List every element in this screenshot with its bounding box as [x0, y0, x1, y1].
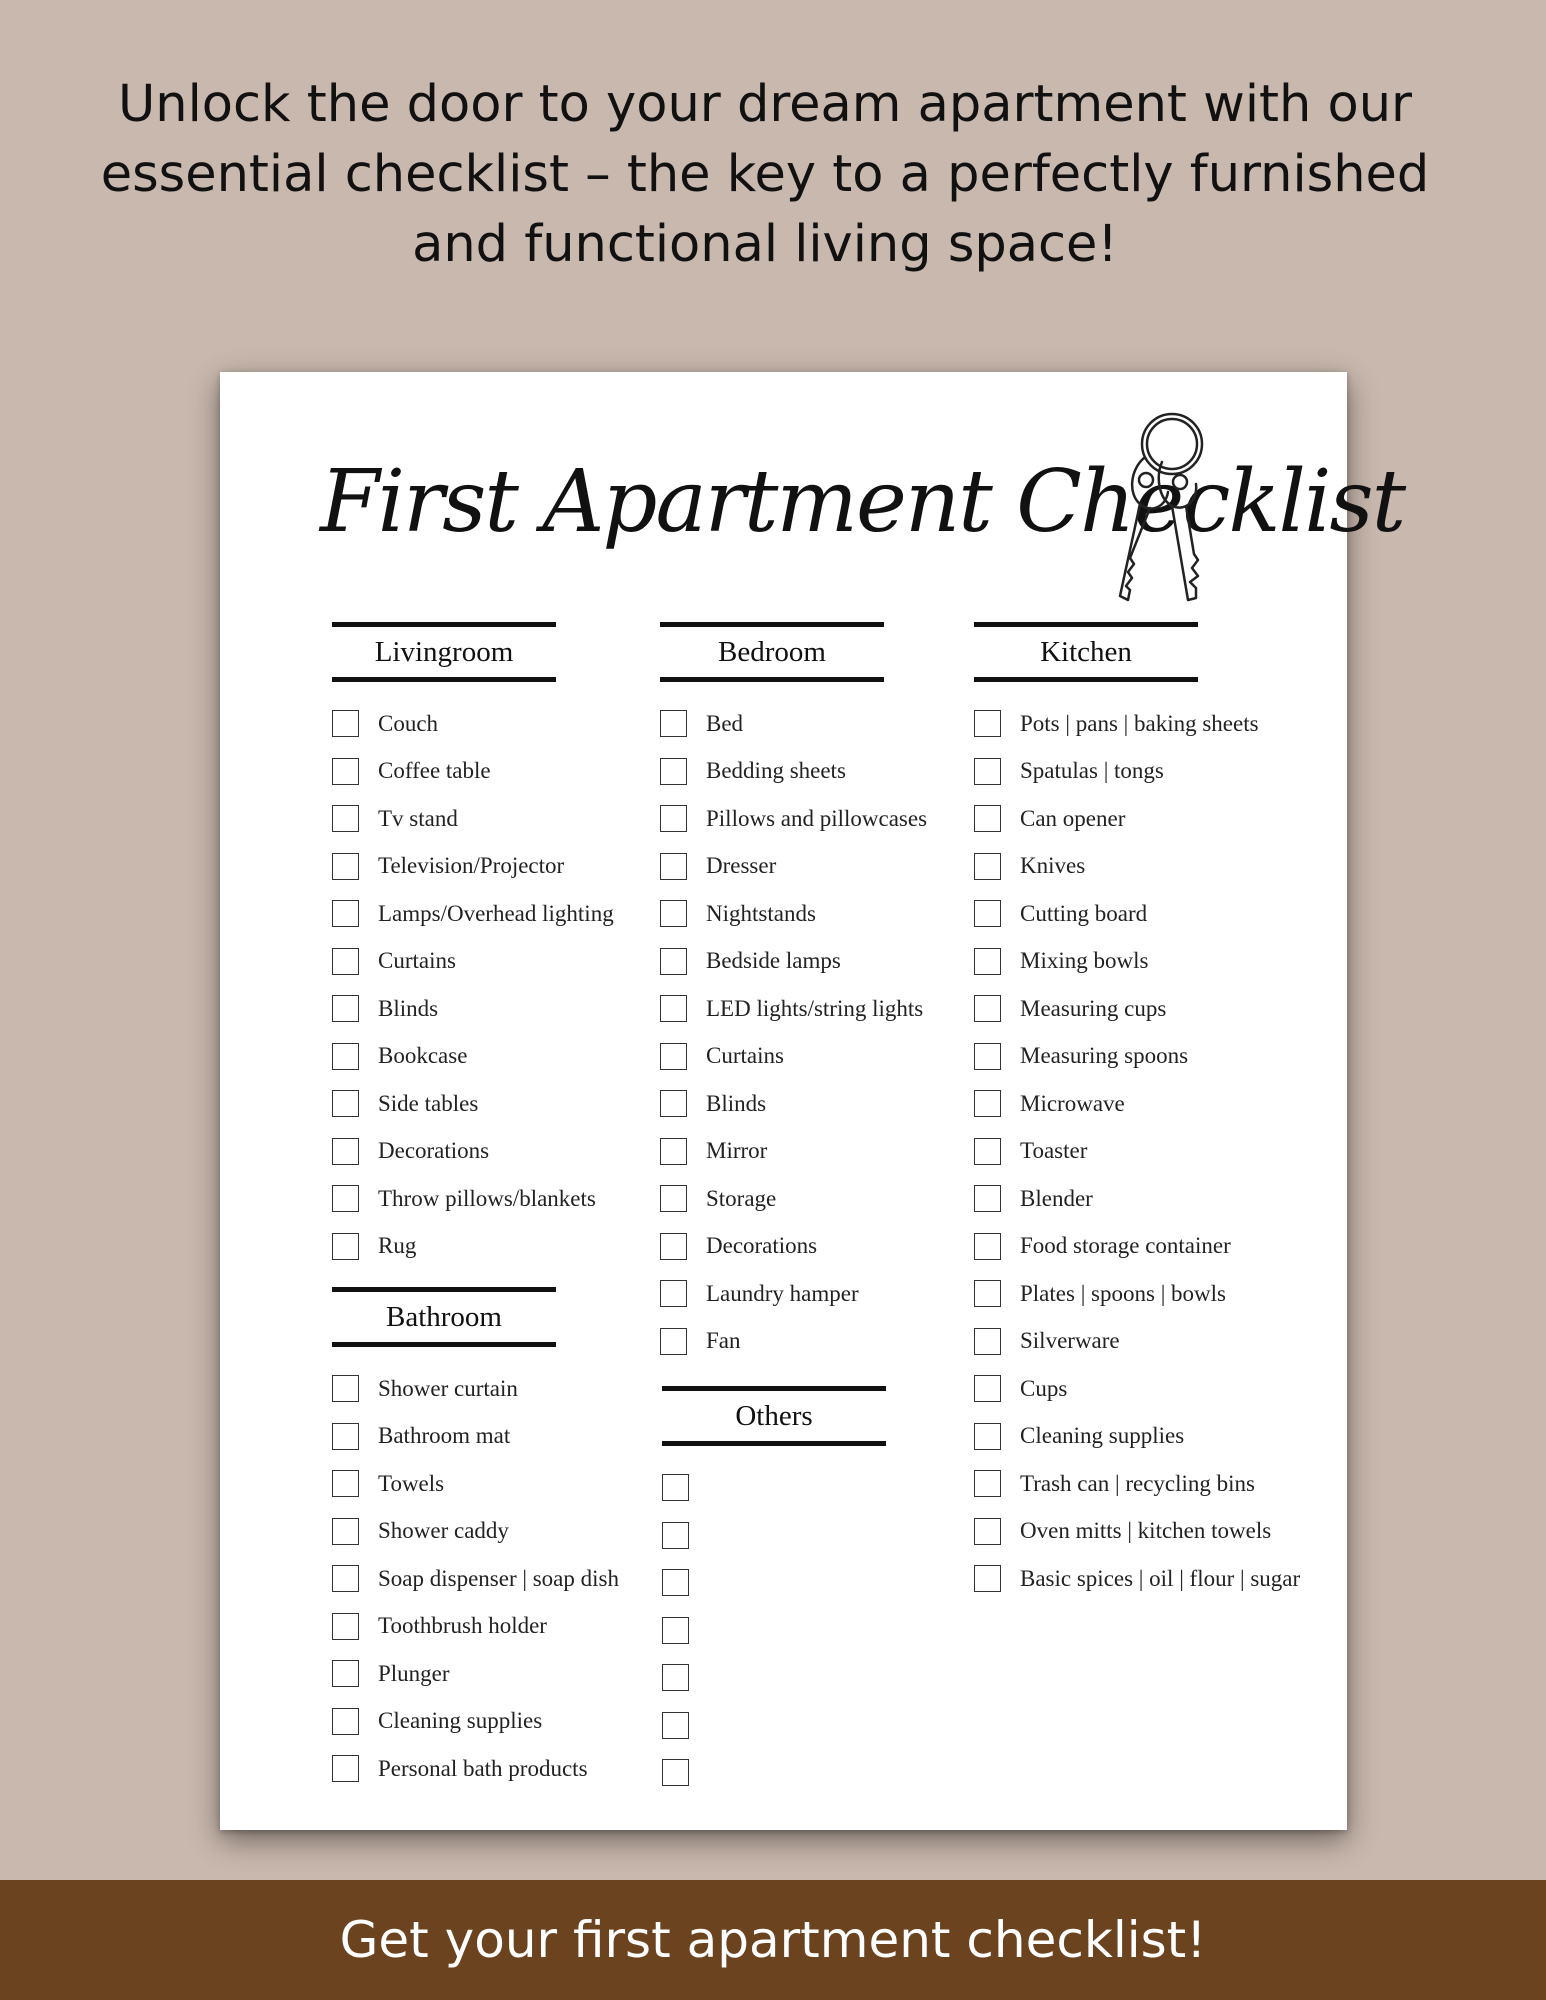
checkbox[interactable]: [660, 1280, 687, 1307]
checklist-item-label: Decorations: [378, 1138, 490, 1164]
checkbox[interactable]: [974, 1280, 1001, 1307]
checklist-item-label: Laundry hamper: [706, 1280, 859, 1306]
checklist-item-label: Television/Projector: [378, 853, 565, 879]
checklist-item: [974, 843, 1300, 891]
checklist-item-label: Coffee table: [378, 758, 491, 784]
checklist-item-label: Curtains: [378, 948, 456, 974]
checklist-item-label: Bookcase: [378, 1043, 468, 1069]
checkbox[interactable]: [332, 1470, 359, 1497]
section-title-bedroom: Bedroom: [660, 622, 884, 682]
checklist-item: [660, 795, 927, 843]
checkbox[interactable]: [662, 1569, 689, 1596]
checkbox[interactable]: [974, 1470, 1001, 1497]
checklist-item: [662, 1702, 886, 1750]
checkbox[interactable]: [332, 1375, 359, 1402]
checklist-item: [332, 1650, 619, 1698]
checklist-item: [332, 1698, 619, 1746]
checklist-item: [660, 748, 927, 796]
checkbox[interactable]: [660, 805, 687, 832]
checklist-item: [332, 1460, 619, 1508]
checklist-item-label: Plunger: [378, 1660, 450, 1686]
checklist-item: [662, 1464, 886, 1512]
checklist-item: [332, 1128, 614, 1176]
checklist-item: [974, 700, 1300, 748]
checklist-item: [974, 1080, 1300, 1128]
checklist-item: [332, 1175, 614, 1223]
checklist-item-label: Knives: [1020, 853, 1086, 879]
checkbox[interactable]: [332, 1660, 359, 1687]
checklist-item-label: Shower curtain: [378, 1375, 518, 1401]
checklist-item-label: Pots | pans | baking sheets: [1020, 710, 1259, 736]
checklist-item-label: Plates | spoons | bowls: [1020, 1280, 1227, 1306]
checklist-item: [660, 700, 927, 748]
headline-line-3: and functional living space!: [412, 215, 1118, 274]
checkbox[interactable]: [332, 948, 359, 975]
checklist-item: [974, 1318, 1300, 1366]
checkbox[interactable]: [660, 1233, 687, 1260]
checkbox[interactable]: [974, 1565, 1001, 1592]
checklist-item: [660, 938, 927, 986]
checklist-item-label: Blinds: [706, 1090, 767, 1116]
checklist-item: [974, 1033, 1300, 1081]
checklist-item-label: Trash can | recycling bins: [1020, 1470, 1255, 1496]
section-kitchen: [974, 622, 1300, 1603]
checkbox[interactable]: [660, 1090, 687, 1117]
bathroom-list: [332, 1365, 619, 1793]
checkbox[interactable]: [332, 805, 359, 832]
checklist-item: [660, 843, 927, 891]
checklist-item: [660, 1033, 927, 1081]
checkbox[interactable]: [974, 1518, 1001, 1545]
keys-icon: [1100, 410, 1215, 610]
checkbox[interactable]: [332, 1185, 359, 1212]
checkbox[interactable]: [662, 1617, 689, 1644]
checklist-item-label: Toaster: [1020, 1138, 1088, 1164]
checkbox[interactable]: [974, 758, 1001, 785]
checkbox[interactable]: [332, 900, 359, 927]
section-title-bathroom: Bathroom: [332, 1287, 556, 1347]
checklist-item-label: Toothbrush holder: [378, 1613, 547, 1639]
checklist-item: [974, 1413, 1300, 1461]
checkbox[interactable]: [660, 758, 687, 785]
checkbox[interactable]: [332, 1565, 359, 1592]
checklist-item-label: Bathroom mat: [378, 1423, 511, 1449]
checklist-item-label: Measuring spoons: [1020, 1043, 1189, 1069]
checklist-page: [220, 372, 1405, 1830]
checkbox[interactable]: [332, 1138, 359, 1165]
checklist-item: [332, 1080, 614, 1128]
checklist-item: [332, 1555, 619, 1603]
checkbox[interactable]: [660, 948, 687, 975]
checkbox[interactable]: [660, 853, 687, 880]
checklist-item: [662, 1749, 886, 1797]
checklist-item: [662, 1512, 886, 1560]
checkbox[interactable]: [660, 900, 687, 927]
checklist-item-label: Tv stand: [378, 805, 458, 831]
checklist-item: [662, 1654, 886, 1702]
checkbox[interactable]: [332, 1518, 359, 1545]
checkbox[interactable]: [332, 995, 359, 1022]
section-others: [662, 1386, 886, 1797]
checklist-item: [332, 1603, 619, 1651]
checkbox[interactable]: [332, 1233, 359, 1260]
checkbox[interactable]: [332, 1423, 359, 1450]
checklist-item-label: Nightstands: [706, 900, 816, 926]
checklist-item-label: Bedside lamps: [706, 948, 841, 974]
checkbox[interactable]: [332, 1708, 359, 1735]
checkbox[interactable]: [332, 758, 359, 785]
checklist-item: [974, 1460, 1300, 1508]
checklist-item-label: Personal bath products: [378, 1755, 588, 1781]
checklist-item-label: Can opener: [1020, 805, 1126, 831]
section-title-kitchen: Kitchen: [974, 622, 1198, 682]
checklist-item-label: Decorations: [706, 1233, 818, 1259]
checkbox[interactable]: [974, 948, 1001, 975]
checkbox[interactable]: [332, 1613, 359, 1640]
headline-line-2: essential checklist – the key to a perfectly furnished: [100, 145, 1430, 204]
checklist-item-label: Blender: [1020, 1185, 1093, 1211]
checkbox[interactable]: [660, 1043, 687, 1070]
checklist-item-label: Soap dispenser | soap dish: [378, 1565, 619, 1591]
section-title-livingroom: Livingroom: [332, 622, 556, 682]
checkbox[interactable]: [662, 1522, 689, 1549]
checklist-item: [974, 985, 1300, 1033]
checklist-item-label: Cups: [1020, 1375, 1068, 1401]
checklist-item-label: Throw pillows/blankets: [378, 1185, 596, 1211]
checklist-item: [660, 1128, 927, 1176]
checklist-item-label: Silverware: [1020, 1328, 1120, 1354]
checklist-item-label: Mixing bowls: [1020, 948, 1149, 974]
checklist-item-label: Side tables: [378, 1090, 479, 1116]
checklist-item: [332, 1365, 619, 1413]
checklist-item-label: Dresser: [706, 853, 777, 879]
checklist-item: [660, 985, 927, 1033]
checkbox[interactable]: [660, 1328, 687, 1355]
checklist-item-label: Spatulas | tongs: [1020, 758, 1164, 784]
checklist-item: [660, 890, 927, 938]
checklist-item: [660, 1270, 927, 1318]
checklist-item: [974, 1365, 1300, 1413]
checklist-title: First Apartment Checklist: [320, 452, 1405, 552]
checkbox[interactable]: [974, 1090, 1001, 1117]
checklist-item: [974, 1175, 1300, 1223]
checkbox[interactable]: [332, 853, 359, 880]
checklist-item-label: Microwave: [1020, 1090, 1125, 1116]
checklist-item: [332, 985, 614, 1033]
checklist-item: [332, 1508, 619, 1556]
checklist-item-label: Fan: [706, 1328, 741, 1354]
checkbox[interactable]: [974, 1233, 1001, 1260]
bedroom-list: [660, 700, 927, 1365]
footer-banner: [0, 1880, 1546, 2000]
checkbox[interactable]: [332, 1755, 359, 1782]
checklist-item-label: Oven mitts | kitchen towels: [1020, 1518, 1272, 1544]
checkbox[interactable]: [974, 710, 1001, 737]
checkbox[interactable]: [662, 1759, 689, 1786]
checklist-item: [974, 1508, 1300, 1556]
checklist-item: [332, 1033, 614, 1081]
checkbox[interactable]: [660, 710, 687, 737]
checklist-item: [332, 843, 614, 891]
checklist-item: [332, 1745, 619, 1793]
checklist-item-label: Food storage container: [1020, 1233, 1231, 1259]
headline-line-1: Unlock the door to your dream apartment with our: [117, 75, 1413, 134]
checklist-item: [974, 748, 1300, 796]
checkbox[interactable]: [660, 995, 687, 1022]
checklist-item-label: Mirror: [706, 1138, 768, 1164]
checklist-item: [974, 1223, 1300, 1271]
section-bathroom: [332, 1287, 619, 1793]
checklist-item-label: Shower caddy: [378, 1518, 509, 1544]
checklist-item: [332, 1223, 614, 1271]
checkbox[interactable]: [974, 1328, 1001, 1355]
checkbox[interactable]: [974, 1138, 1001, 1165]
checklist-item: [974, 1128, 1300, 1176]
checklist-item-label: Cleaning supplies: [1020, 1423, 1185, 1449]
checkbox[interactable]: [974, 1185, 1001, 1212]
checkbox[interactable]: [662, 1712, 689, 1739]
checkbox[interactable]: [660, 1138, 687, 1165]
checklist-item: [660, 1080, 927, 1128]
kitchen-list: [974, 700, 1300, 1603]
checklist-item-label: Rug: [378, 1233, 417, 1259]
checklist-item-label: Pillows and pillowcases: [706, 805, 928, 831]
checklist-item-label: Bedding sheets: [706, 758, 846, 784]
checkbox[interactable]: [332, 1090, 359, 1117]
checkbox[interactable]: [974, 1375, 1001, 1402]
checklist-item-label: Bed: [706, 710, 744, 736]
checklist-item: [332, 700, 614, 748]
checklist-item-label: Basic spices | oil | flour | sugar: [1020, 1565, 1301, 1591]
checkbox[interactable]: [974, 853, 1001, 880]
checklist-item: [332, 938, 614, 986]
checklist-item-label: Cleaning supplies: [378, 1708, 543, 1734]
checklist-item: [660, 1223, 927, 1271]
checkbox[interactable]: [974, 1423, 1001, 1450]
footer-text: Get your first apartment checklist!: [339, 1911, 1207, 1969]
checkbox[interactable]: [662, 1664, 689, 1691]
checkbox[interactable]: [332, 710, 359, 737]
livingroom-list: [332, 700, 614, 1270]
section-bedroom: [660, 622, 927, 1365]
checklist-item-label: Storage: [706, 1185, 777, 1211]
checklist-item: [974, 938, 1300, 986]
checklist-item: [332, 890, 614, 938]
checklist-item-label: Cutting board: [1020, 900, 1148, 926]
checklist-item: [332, 795, 614, 843]
checkbox[interactable]: [974, 900, 1001, 927]
section-livingroom: [332, 622, 614, 1270]
checklist-item: [332, 748, 614, 796]
checkbox[interactable]: [974, 1043, 1001, 1070]
headline: [60, 70, 1470, 280]
checklist-item-label: Couch: [378, 710, 439, 736]
checklist-item-label: Blinds: [378, 995, 439, 1021]
others-list: [662, 1464, 886, 1797]
checklist-item: [332, 1413, 619, 1461]
section-title-others: Others: [662, 1386, 886, 1446]
checklist-item: [974, 1270, 1300, 1318]
checklist-item-label: LED lights/string lights: [706, 995, 924, 1021]
checklist-item: [662, 1607, 886, 1655]
checklist-item: [660, 1318, 927, 1366]
checklist-item: [974, 795, 1300, 843]
checklist-item: [974, 1555, 1300, 1603]
checkbox[interactable]: [974, 805, 1001, 832]
checkbox[interactable]: [332, 1043, 359, 1070]
checklist-item-label: Measuring cups: [1020, 995, 1167, 1021]
checklist-item: [974, 890, 1300, 938]
checklist-item: [660, 1175, 927, 1223]
checkbox[interactable]: [660, 1185, 687, 1212]
checklist-item-label: Curtains: [706, 1043, 784, 1069]
checkbox[interactable]: [974, 995, 1001, 1022]
checkbox[interactable]: [662, 1474, 689, 1501]
checklist-item-label: Towels: [378, 1470, 445, 1496]
checklist-item-label: Lamps/Overhead lighting: [378, 900, 614, 926]
checklist-item: [662, 1559, 886, 1607]
